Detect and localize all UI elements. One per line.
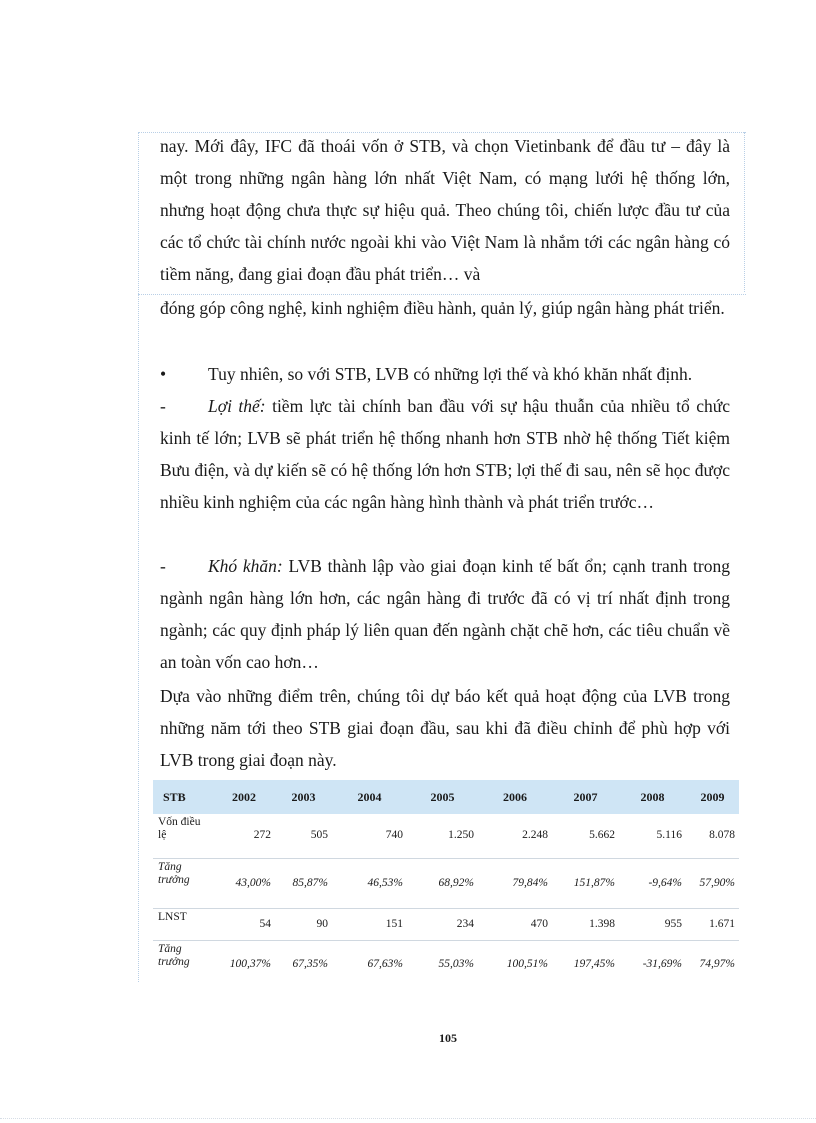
row-label: Tăng trưởng [153,940,213,988]
dash-marker: - [160,396,166,416]
paragraph-intro [160,130,730,290]
table-cell: 740 [385,829,403,842]
table-cell: 85,87% [275,858,332,908]
table-cell: -9,64% [619,858,686,908]
dash-marker: - [160,556,166,576]
table-cell: 5.116 [656,829,682,842]
table-cell: 470 [478,908,552,940]
table-cell: 43,00% [213,858,275,908]
stb-financial-table [153,780,739,988]
frame-border-right [744,132,745,292]
table-cell: 54 [213,908,275,940]
table-cell: 90 [275,908,332,940]
table-cell: 151 [332,908,407,940]
table-header-cell: 2004 [332,780,407,814]
bullet-icon: • [160,364,167,384]
paragraph-intro-part2: đóng góp công nghệ, kinh nghiệm điều hành, quản lý, giúp ngân hàng phát triển. [160,298,725,318]
table-cell: 2.248 [522,829,548,842]
difficulty-label: Khó khăn: [208,556,283,576]
table-header-cell: 2005 [407,780,478,814]
table-cell: 197,45% [552,940,619,988]
table-header-cell: 2008 [619,780,686,814]
advantage-text: tiềm lực tài chính ban đầu với sự hậu thuẫn của nhiều tổ chức kinh tế lớn; LVB sẽ phát triển hệ thống nhanh hơn STB nhờ hệ thống Tiết kiệm Bưu điện, và dự kiến sẽ có hệ thống lớn hơn STB; lợi thế đi sau, nên sẽ học được nhiều kinh nghiệm của các ngân hàng hình thành và phát triển trước… [160,396,730,512]
table-row [153,940,739,988]
page-bottom-line [0,1118,816,1119]
table-cell: 955 [619,908,686,940]
paragraph-intro-part1: nay. Mới đây, IFC đã thoái vốn ở STB, và chọn Vietinbank để đầu tư – đây là một trong những ngân hàng lớn nhất Việt Nam, có mạng lưới hệ thống lớn, nhưng hoạt động chưa thực sự hiệu quả. Theo chúng tôi, chiến lược đầu tư của các tổ chức tài chính nước ngoài khi vào Việt Nam là nhắm tới các ngân hàng có tiềm năng, đang giai đoạn đầu phát triển… và [160,136,730,284]
table-cell: 74,97% [686,940,739,988]
bullet-text: Tuy nhiên, so với STB, LVB có những lợi thế và khó khăn nhất định. [208,364,693,384]
paragraph-intro-continued [160,292,730,324]
table-header-cell: STB [153,780,213,814]
table-cell: 68,92% [407,858,478,908]
table-cell: -31,69% [619,940,686,988]
conclusion-paragraph [160,680,730,776]
frame-border-left [138,132,139,982]
table-cell: 100,51% [478,940,552,988]
table-header-cell: 2006 [478,780,552,814]
advantage-label: Lợi thế: [208,396,266,416]
table-cell: 5.662 [589,829,615,842]
page-number: 105 [439,1031,457,1045]
table-header-cell: 2009 [686,780,739,814]
table-cell: 1.398 [552,908,619,940]
table-cell: 1.250 [448,829,474,842]
table-cell: 151,87% [552,858,619,908]
table-header-row [153,780,739,814]
table-cell: 8.078 [709,829,735,842]
row-label: LNST [153,908,213,940]
table-cell: 1.671 [686,908,739,940]
table-cell: 57,90% [686,858,739,908]
difficulty-text: LVB thành lập vào giai đoạn kinh tế bất ổn; cạnh tranh trong ngành ngân hàng lớn hơn, các ngân hàng đi trước đã có vị trí nhất định trong ngành; các quy định pháp lý liên quan đến ngành chặt chẽ hơn, các tiêu chuẩn về an toàn vốn cao hơn… [160,556,731,672]
table-row [153,858,739,908]
table-cell: 67,63% [332,940,407,988]
table-cell: 79,84% [478,858,552,908]
difficulty-paragraph [160,550,730,678]
table-cell: 46,53% [332,858,407,908]
table-header-cell: 2007 [552,780,619,814]
table-cell: 55,03% [407,940,478,988]
table-row [153,814,739,858]
table-row [153,908,739,940]
conclusion-text: Dựa vào những điểm trên, chúng tôi dự báo kết quả hoạt động của LVB trong những năm tới theo STB giai đoạn đầu, sau khi đã điều chỉnh để phù hợp với LVB trong giai đoạn này. [160,686,730,770]
table-cell: 505 [310,829,328,842]
table-header-cell: 2003 [275,780,332,814]
advantage-paragraph [160,390,730,518]
table-cell: 67,35% [275,940,332,988]
table-cell: 100,37% [213,940,275,988]
row-label: Vốn điều lệ [158,816,201,841]
table-cell: 272 [253,829,271,842]
table-header-cell: 2002 [213,780,275,814]
row-label: Tăng trưởng [153,858,213,908]
table-cell: 234 [407,908,478,940]
